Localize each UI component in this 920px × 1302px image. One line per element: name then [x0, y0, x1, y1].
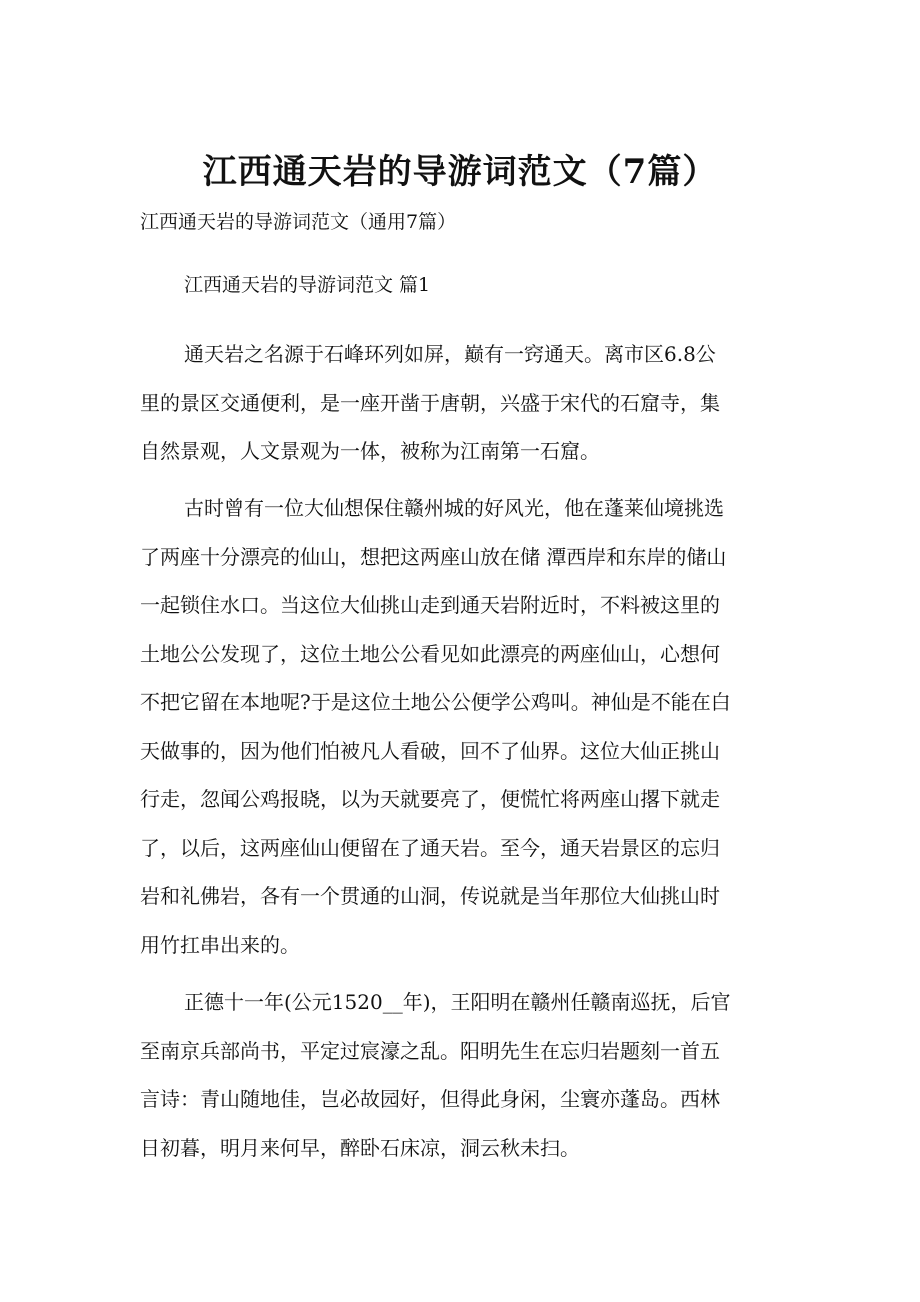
paragraph-line: 至南京兵部尚书，平定过宸濠之乱。阳明先生在忘归岩题刻一首五 — [140, 1038, 720, 1063]
paragraph-line: 土地公公发现了，这位土地公公看见如此漂亮的两座仙山，心想何 — [140, 641, 720, 666]
paragraph-line: 古时曾有一位大仙想保住赣州城的好风光，他在蓬莱仙境挑选 — [184, 496, 724, 520]
paragraph-line: 天做事的，因为他们怕被凡人看破，回不了仙界。这位大仙正挑山 — [140, 738, 720, 763]
document-subtitle: 江西通天岩的导游词范文（通用7篇） — [140, 211, 457, 233]
paragraph-line: 一起锁住水口。当这位大仙挑山走到通天岩附近时，不料被这里的 — [140, 593, 720, 617]
paragraph — [140, 484, 780, 969]
paragraph-line: 行走，忽闻公鸡报晓，以为天就要亮了，便慌忙将两座山撂下就走 — [140, 787, 720, 811]
paragraph-line: 日初暮，明月来何早，醉卧石床凉，洞云秋未扫。 — [140, 1135, 580, 1160]
paragraph-line: 了，以后，这两座仙山便留在了通天岩。至今，通天岩景区的忘归 — [140, 835, 720, 860]
document-title: 江西通天岩的导游词范文（7篇） — [202, 152, 718, 192]
paragraph-line: 里的景区交通便利，是一座开凿于唐朝，兴盛于宋代的石窟寺，集 — [140, 390, 720, 415]
section-heading: 江西通天岩的导游词范文 篇1 — [184, 274, 431, 296]
paragraph — [140, 330, 780, 476]
paragraph — [140, 978, 780, 1172]
paragraph-line: 不把它留在本地呢?于是这位土地公公便学公鸡叫。神仙是不能在白 — [140, 690, 731, 714]
paragraph-line: 了两座十分漂亮的仙山，想把这两座山放在储 潭西岸和东岸的储山 — [140, 544, 727, 569]
paragraph-line: 通天岩之名源于石峰环列如屏，巅有一窍通天。离市区6.8公 — [184, 342, 716, 366]
paragraph-line: 用竹扛串出来的。 — [140, 932, 300, 957]
paragraph-line: 岩和礼佛岩，各有一个贯通的山洞，传说就是当年那位大仙挑山时 — [140, 884, 720, 908]
paragraph-line: 正德十一年(公元1520__年)，王阳明在赣州任赣南巡抚，后官 — [184, 990, 731, 1014]
paragraph-line: 自然景观，人文景观为一体，被称为江南第一石窟。 — [140, 439, 600, 463]
paragraph-line: 言诗：青山随地佳，岂必故园好，但得此身闲，尘寰亦蓬岛。西林 — [140, 1087, 720, 1111]
